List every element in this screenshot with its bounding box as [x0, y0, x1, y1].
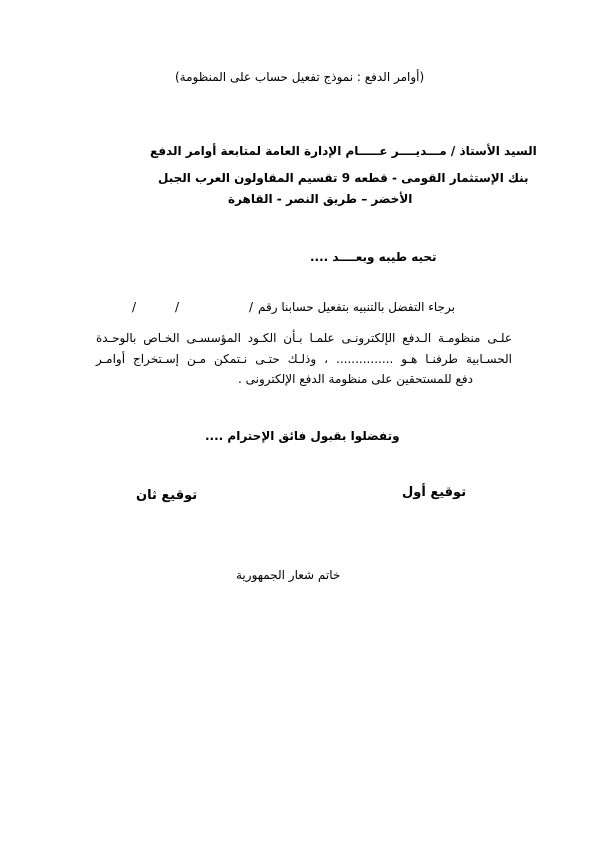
date-separator: /	[175, 300, 180, 314]
bank-address-line-1: بنك الإستثمار القومى - قطعه 9 تقسيم المقاولون العرب الجبل	[158, 171, 529, 185]
date-separator: /	[249, 300, 254, 314]
first-signature-label: توقيع أول	[402, 485, 467, 500]
seal-caption: خاتم شعار الجمهورية	[236, 568, 341, 582]
bank-address-line-2: الأخضر – طريق النصر - القاهرة	[228, 192, 413, 206]
request-line: برجاء التفضل بالتنبيه بتفعيل حسابنا رقم	[258, 300, 455, 314]
document-title: (أوامر الدفع : نموذج تفعيل حساب على المنظومة)	[175, 70, 425, 84]
closing-line: وتفضلوا بقبول فائق الإحترام ....	[205, 429, 400, 443]
body-paragraph-line: علـى منظومـة الـدفع الإلكترونـى علمـا بـأن الكـود المؤسسـى الخـاص بالوحـدة	[96, 331, 512, 345]
body-paragraph-line: الحسـابية طرفنـا هـو ............... ، وذلـك حتـى نـتمكن مـن إسـتخراج أوامـر	[96, 352, 512, 366]
date-fields	[125, 300, 255, 316]
addressee-line: السيد الأستاذ / مـــديــــر عـــــام الإدارة العامة لمتابعة أوامر الدفع	[150, 144, 537, 158]
body-paragraph-line: دفع للمستحقين على منظومة الدفع الإلكترونى .	[238, 372, 473, 386]
date-separator: /	[132, 300, 137, 314]
greeting-line: تحيه طيبه وبعــــد ....	[310, 250, 437, 264]
second-signature-label: توقيع ثان	[136, 488, 198, 503]
